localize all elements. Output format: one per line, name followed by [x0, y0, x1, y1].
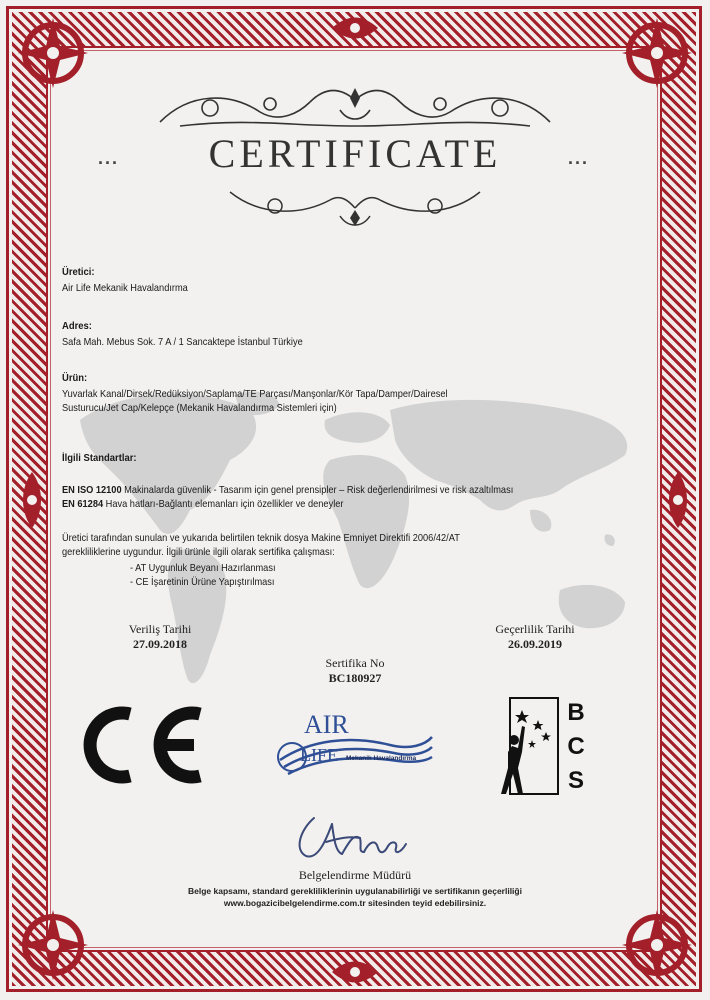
issue-date-label: Veriliş Tarihi	[128, 622, 192, 636]
footer-line-2: www.bogazicibelgelendirme.com.tr sitesinden teyid edebilirsiniz.	[223, 898, 487, 908]
certificate-title: CERTIFICATE	[208, 131, 502, 176]
declaration-line-2: gerekliliklerine uygundur. İlgili ürünle ilgili olarak sertifika çalışması:	[62, 546, 335, 558]
title-dots-left: ...	[98, 148, 120, 168]
valid-date-value: 26.09.2019	[508, 637, 562, 651]
standard-code: EN 61284	[62, 498, 104, 510]
life-word: LIFE	[300, 745, 338, 765]
declaration-item-1: - AT Uygunluk Beyanı Hazırlanması	[130, 562, 276, 574]
bcs-letter-s: S	[567, 767, 585, 794]
top-scroll-ornament-icon	[150, 82, 560, 132]
declaration-line-1: Üretici tarafından sunulan ve yukarıda belirtilen teknik dosya Makine Emniyet Direktifi 2006/42/AT	[62, 532, 460, 544]
cert-no-value: BC180927	[328, 671, 382, 685]
cert-no-label: Sertifika No	[325, 656, 385, 670]
bcs-logo	[492, 690, 592, 800]
standard-text: Hava hatları-Bağlantı elemanları için özellikler ve deneyler	[105, 498, 344, 510]
air-sub: Mekanik Havalandırma	[346, 755, 417, 762]
valid-date-label: Geçerlilik Tarihi	[495, 622, 575, 636]
product-line-2: Susturucu/Jet Cap/Kelepçe (Mekanik Havalandırma Sistemleri için)	[62, 402, 337, 414]
issue-date-value: 27.09.2018	[133, 637, 187, 651]
signature-title: Belgelendirme Müdürü	[298, 868, 412, 882]
bcs-letter-b: B	[567, 699, 585, 726]
product-label: Ürün:	[62, 372, 88, 384]
title-dots-right: ...	[568, 148, 590, 168]
ce-mark-text: CE	[142, 788, 144, 789]
address-value: Safa Mah. Mebus Sok. 7 A / 1 Sancaktepe İstanbul Türkiye	[62, 336, 303, 348]
standard-text: Makinalarda güvenlik - Tasarım için genel prensipler – Risk değerlendirilmesi ve risk azaltılması	[124, 484, 514, 496]
standards-label: İlgili Standartlar:	[62, 452, 137, 464]
bcs-letter-c: C	[567, 733, 585, 760]
producer-value: Air Life Mekanik Havalandırma	[62, 282, 188, 294]
signature-icon	[280, 800, 420, 870]
footer-line-1: Belge kapsamı, standard gerekliliklerinin uygulanabilirliği ve sertifikanın geçerliliği	[188, 886, 522, 896]
ce-mark-logo	[72, 700, 212, 790]
address-label: Adres:	[62, 320, 92, 332]
declaration-item-2: - CE İşaretinin Ürüne Yapıştırılması	[130, 576, 275, 588]
standard-item	[62, 484, 513, 496]
standard-item	[62, 498, 343, 510]
producer-label: Üretici:	[62, 266, 95, 278]
bottom-scroll-ornament-icon	[220, 186, 490, 230]
air-life-logo	[270, 705, 435, 785]
product-line-1: Yuvarlak Kanal/Dirsek/Redüksiyon/Saplama/TE Parçası/Manşonlar/Kör Tapa/Damper/Dairesel	[62, 388, 448, 400]
air-word: AIR	[304, 710, 349, 739]
standard-code: EN ISO 12100	[62, 484, 122, 496]
